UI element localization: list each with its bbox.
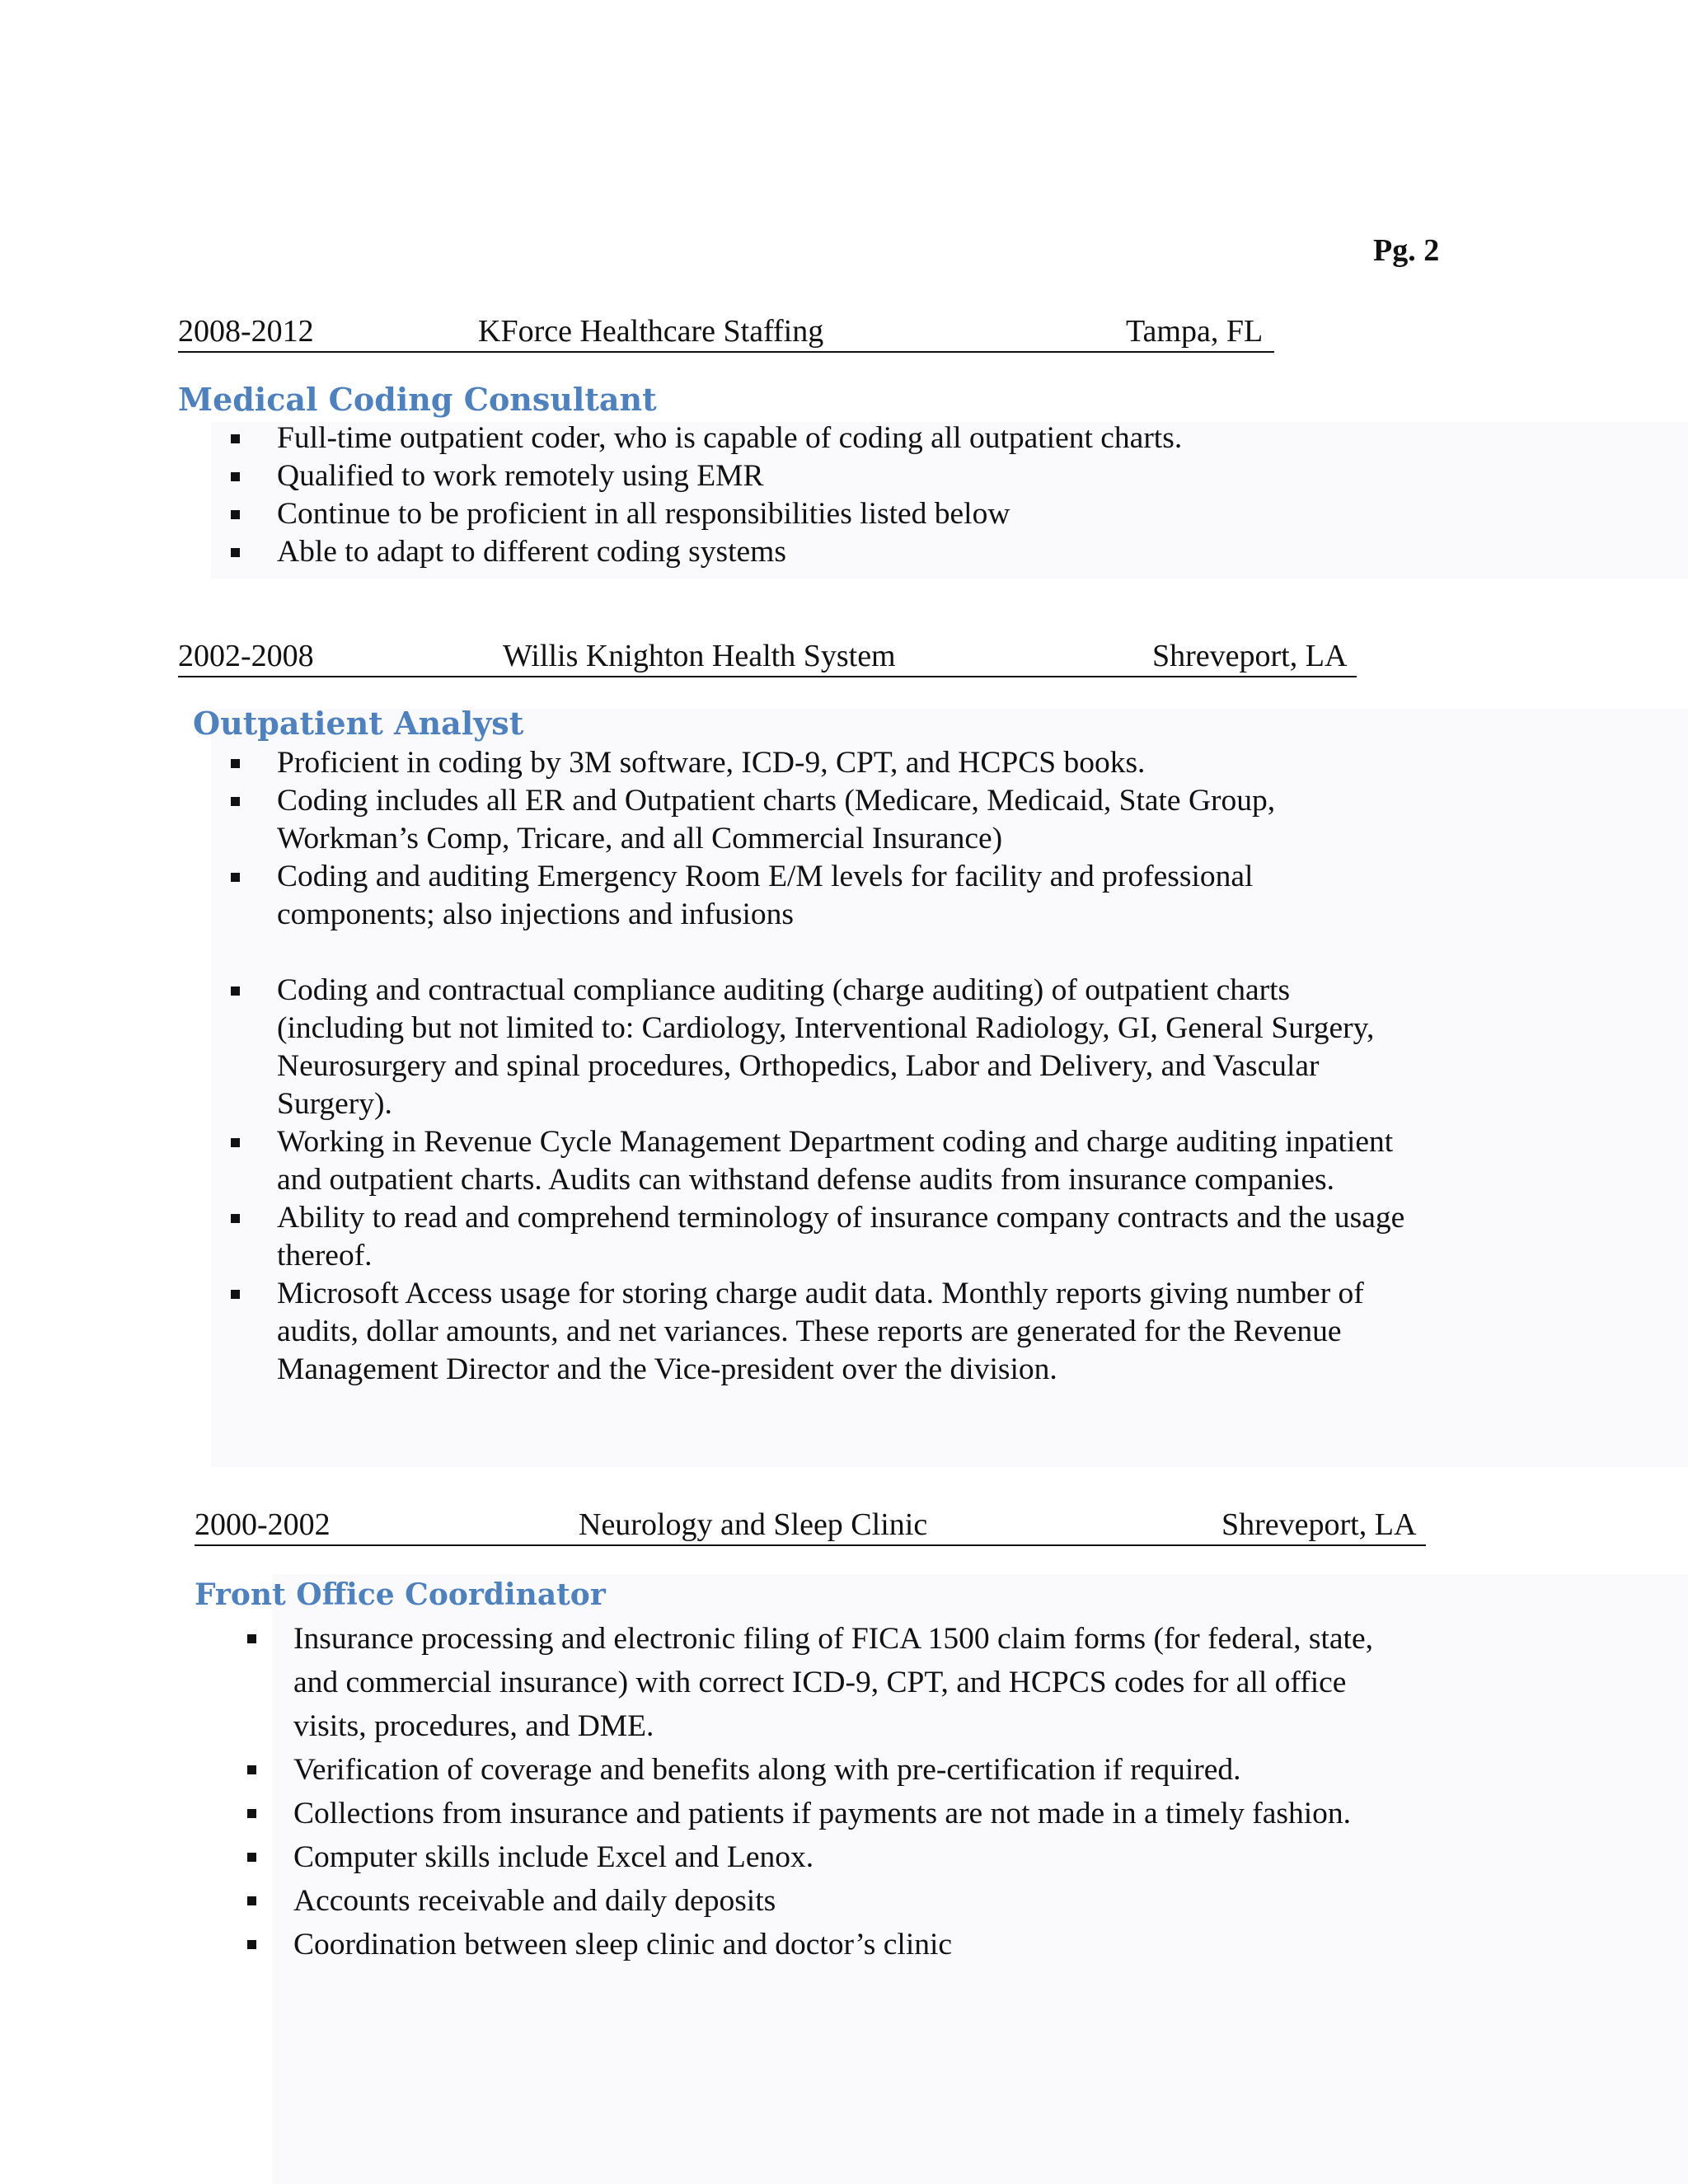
- job-location: Tampa, FL: [1126, 314, 1264, 349]
- bullet-square-icon: [231, 1290, 240, 1299]
- list-item: Able to adapt to different coding systems: [231, 533, 1434, 571]
- bullet-square-icon: [231, 510, 240, 519]
- job-employer: Willis Knighton Health System: [503, 639, 896, 673]
- list-item: Full-time outpatient coder, who is capable of coding all outpatient charts.: [231, 419, 1434, 457]
- bullet-square-icon: [247, 1765, 256, 1774]
- bullet-square-icon: [247, 1940, 256, 1949]
- bullet-square-icon: [231, 548, 240, 557]
- job-years: 2000-2002: [195, 1507, 331, 1542]
- list-item: Collections from insurance and patients if payments are not made in a timely fashion.: [247, 1792, 1434, 1835]
- bullet-square-icon: [247, 1809, 256, 1818]
- job-header-3: [195, 1507, 1426, 1546]
- job-header-1: [178, 313, 1274, 353]
- job-employer: KForce Healthcare Staffing: [478, 314, 824, 349]
- list-item: Coding and auditing Emergency Room E/M levels for facility and professional components; also injections and infusions: [231, 858, 1418, 934]
- bullet-square-icon: [231, 873, 240, 882]
- list-item: Continue to be proficient in all responsibilities listed below: [231, 495, 1434, 533]
- list-item: Ability to read and comprehend terminology of insurance company contracts and the usage thereof.: [231, 1199, 1418, 1275]
- job-header-2: [178, 638, 1357, 677]
- job-location: Shreveport, LA: [1221, 1507, 1417, 1542]
- list-item: Verification of coverage and benefits along with pre-certification if required.: [247, 1748, 1434, 1792]
- list-item: Accounts receivable and daily deposits: [247, 1879, 1434, 1923]
- job-bullets-1: [231, 419, 1434, 571]
- bullet-square-icon: [231, 987, 240, 996]
- job-location: Shreveport, LA: [1152, 639, 1348, 673]
- job-title-3: Front Office Coordinator: [195, 1577, 606, 1612]
- bullet-square-icon: [247, 1853, 256, 1862]
- bullet-square-icon: [247, 1634, 256, 1643]
- job-bullets-2: [231, 744, 1418, 1389]
- job-title-1: Medical Coding Consultant: [178, 381, 657, 418]
- job-years: 2002-2008: [178, 639, 314, 673]
- bullet-square-icon: [231, 1138, 240, 1147]
- job-title-2: Outpatient Analyst: [193, 705, 524, 742]
- list-item: Coding and contractual compliance auditing (charge auditing) of outpatient charts (including but not limited to: Cardiology, Interventional Radiology, GI, General Surgery, Neurosurgery and spinal procedures, Orthopedics, Labor and Delivery, and Vascular Surgery).: [231, 972, 1418, 1123]
- bullet-square-icon: [231, 472, 240, 481]
- job-bullets-3: [247, 1617, 1434, 1966]
- bullet-square-icon: [231, 434, 240, 443]
- bullet-square-icon: [247, 1896, 256, 1905]
- list-item: Qualified to work remotely using EMR: [231, 457, 1434, 495]
- bullet-square-icon: [231, 759, 240, 768]
- list-item: Computer skills include Excel and Lenox.: [247, 1835, 1434, 1879]
- job-employer: Neurology and Sleep Clinic: [579, 1507, 928, 1542]
- job-years: 2008-2012: [178, 314, 314, 349]
- list-item: Microsoft Access usage for storing charge audit data. Monthly reports giving number of audits, dollar amounts, and net variances. These reports are generated for the Revenue Management Director and the Vice-president over the division.: [231, 1275, 1418, 1389]
- bullet-square-icon: [231, 797, 240, 806]
- list-item: Working in Revenue Cycle Management Department coding and charge auditing inpatient and outpatient charts. Audits can withstand defense audits from insurance companies.: [231, 1123, 1418, 1199]
- list-item: Coordination between sleep clinic and doctor’s clinic: [247, 1923, 1434, 1966]
- list-item: Insurance processing and electronic filing of FICA 1500 claim forms (for federal, state, and commercial insurance) with correct ICD-9, CPT, and HCPCS codes for all office visits, procedures, and DME.: [247, 1617, 1434, 1748]
- list-item: Proficient in coding by 3M software, ICD-9, CPT, and HCPCS books.: [231, 744, 1418, 782]
- bullet-square-icon: [231, 1214, 240, 1223]
- list-item: Coding includes all ER and Outpatient charts (Medicare, Medicaid, State Group, Workman’s Comp, Tricare, and all Commercial Insurance): [231, 782, 1418, 858]
- page-number: Pg. 2: [1373, 233, 1440, 268]
